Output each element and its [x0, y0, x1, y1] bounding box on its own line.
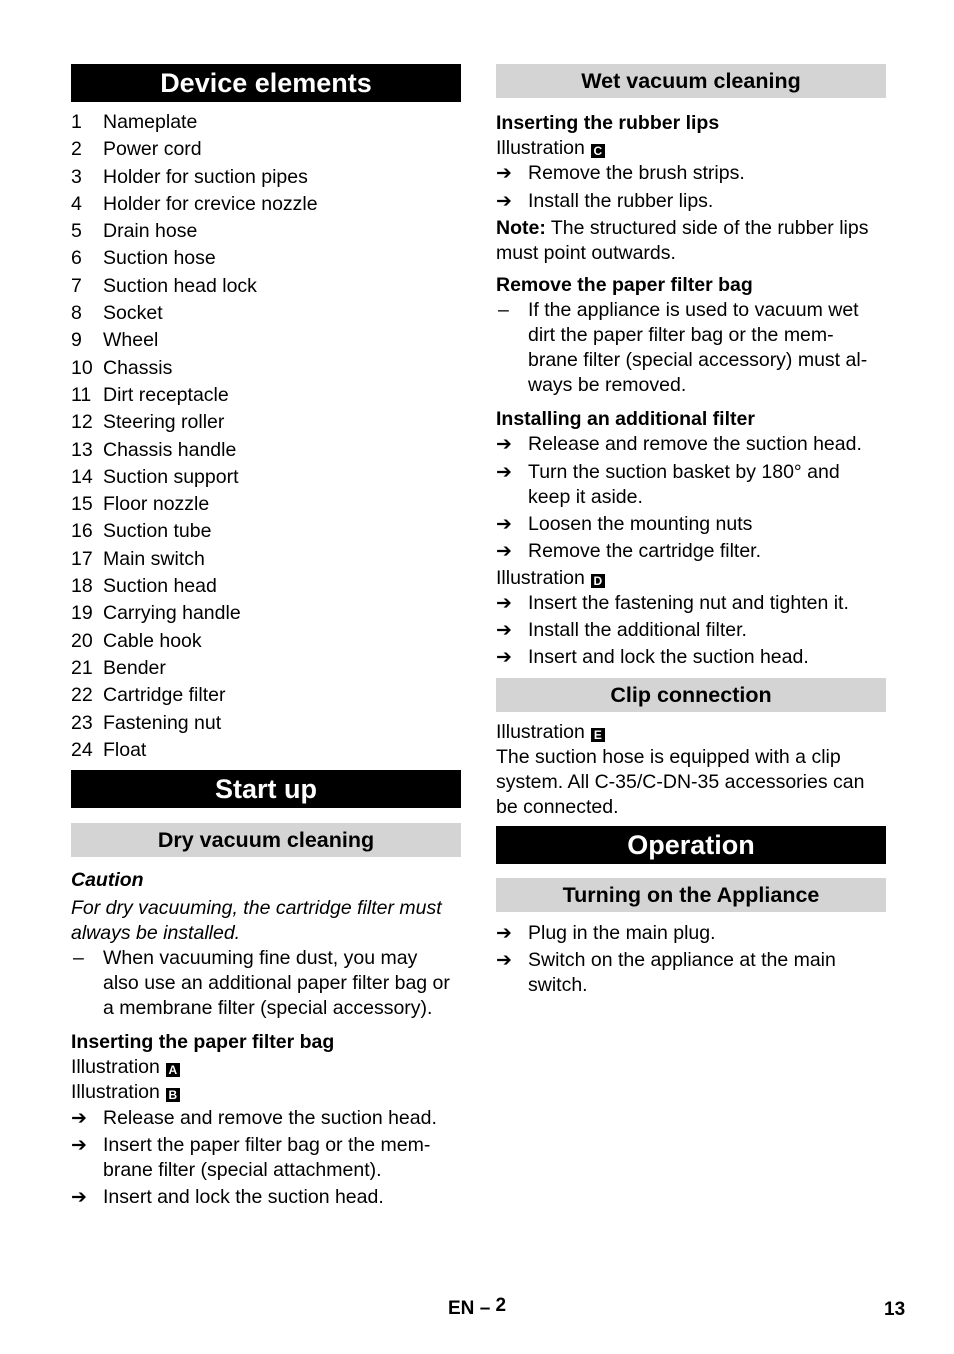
illustration-b-icon: B	[166, 1088, 180, 1102]
device-element-number: 16	[71, 520, 93, 543]
clip-section: Illustration E The suction hose is equipped with a clip system. All C-35/C-DN-35 accessories can be connected.	[496, 720, 886, 820]
step-item: ➔ Switch on the appliance at the main switch.	[496, 949, 836, 996]
device-element-number: 3	[71, 165, 82, 188]
illustration-e-icon: E	[591, 728, 605, 742]
device-element-label: Cable hook	[103, 629, 202, 652]
device-element-label: Carrying handle	[103, 602, 241, 625]
step-item: ➔ Install the additional filter.	[496, 619, 747, 641]
wet-vacuum-heading: Wet vacuum cleaning	[496, 64, 886, 98]
device-element-item	[71, 218, 461, 245]
start-up-heading: Start up	[71, 770, 461, 808]
arrow-right-icon: ➔	[496, 950, 512, 971]
device-element-number: 10	[71, 356, 93, 379]
device-element-label: Float	[103, 738, 147, 761]
step-item: ➔ Insert and lock the suction head.	[71, 1186, 384, 1209]
device-element-label: Floor nozzle	[103, 493, 210, 516]
arrow-right-icon: ➔	[496, 514, 512, 535]
arrow-right-icon: ➔	[496, 923, 512, 944]
device-element-number: 17	[71, 547, 93, 570]
page-number: 13	[884, 1299, 906, 1320]
caution-label: Caution	[71, 869, 144, 892]
footer-language: EN – 2	[448, 1295, 507, 1319]
dry-vacuum-heading: Dry vacuum cleaning	[71, 823, 461, 857]
device-element-number: 13	[71, 438, 93, 461]
device-element-label: Drain hose	[103, 220, 198, 243]
device-element-number: 6	[71, 247, 82, 270]
dash-list-item: – When vacuuming fine dust, you may also use an additional paper filter bag or a membrane filter (special accessory).	[73, 947, 450, 1020]
illustration-ref: Illustration D	[496, 566, 886, 591]
device-element-item	[71, 518, 461, 545]
device-element-label: Dirt receptacle	[103, 383, 229, 406]
step-item: ➔ Release and remove the suction head.	[496, 433, 862, 455]
remove-bag-heading: Remove the paper filter bag	[496, 274, 753, 296]
device-element-item	[71, 164, 461, 191]
illustration-ref: Illustration C	[496, 136, 886, 161]
device-element-item	[71, 710, 461, 737]
device-element-number: 19	[71, 602, 93, 625]
device-element-item	[71, 409, 461, 436]
dash-marker: –	[498, 299, 509, 321]
device-element-number: 23	[71, 711, 93, 734]
device-element-item	[71, 273, 461, 300]
device-element-label: Chassis handle	[103, 438, 237, 461]
device-element-number: 2	[71, 138, 82, 161]
device-element-item	[71, 464, 461, 491]
device-element-label: Holder for suction pipes	[103, 165, 308, 188]
turning-on-section	[496, 921, 886, 998]
device-element-number: 22	[71, 684, 93, 707]
device-element-item	[71, 327, 461, 354]
arrow-right-icon: ➔	[496, 191, 512, 212]
device-element-number: 5	[71, 220, 82, 243]
step-item: ➔ Insert and lock the suction head.	[496, 646, 809, 668]
step-item: ➔ Remove the cartridge filter.	[496, 540, 762, 562]
paper-bag-heading: Inserting the paper filter bag	[71, 1031, 335, 1054]
device-element-label: Cartridge filter	[103, 684, 226, 707]
device-element-item	[71, 737, 461, 764]
arrow-right-icon: ➔	[496, 593, 512, 614]
device-element-item	[71, 355, 461, 382]
device-element-number: 18	[71, 575, 93, 598]
illustration-d-icon: D	[591, 574, 605, 588]
additional-filter-section	[496, 407, 886, 670]
device-element-number: 12	[71, 411, 93, 434]
device-element-number: 9	[71, 329, 82, 352]
device-element-item	[71, 109, 461, 136]
step-item: ➔ Insert the fastening nut and tighten it.	[496, 592, 849, 614]
device-element-label: Power cord	[103, 138, 202, 161]
device-element-number: 20	[71, 629, 93, 652]
caution-text-line: always be installed.	[71, 922, 241, 945]
device-element-item	[71, 437, 461, 464]
arrow-right-icon: ➔	[496, 434, 512, 455]
illustration-ref: Illustration A	[71, 1055, 461, 1080]
note-text: Note: The structured side of the rubber lips	[496, 217, 869, 239]
device-element-item	[71, 300, 461, 327]
device-element-item	[71, 546, 461, 573]
arrow-right-icon: ➔	[496, 541, 512, 562]
remove-bag-section	[496, 273, 886, 398]
dash-marker: –	[73, 947, 84, 970]
step-item: ➔ Plug in the main plug.	[496, 922, 716, 944]
device-element-number: 11	[71, 383, 92, 406]
device-element-item	[71, 655, 461, 682]
device-element-item	[71, 191, 461, 218]
step-item: ➔ Loosen the mounting nuts	[496, 513, 753, 535]
device-element-item	[71, 628, 461, 655]
device-element-label: Bender	[103, 656, 166, 679]
rubber-lips-section	[496, 111, 886, 266]
device-element-label: Suction tube	[103, 520, 212, 543]
device-element-label: Main switch	[103, 547, 205, 570]
right-column	[496, 64, 886, 998]
device-element-label: Socket	[103, 302, 163, 325]
additional-filter-heading: Installing an additional filter	[496, 408, 755, 430]
caution-text-line: For dry vacuuming, the cartridge filter must	[71, 897, 442, 920]
paper-bag-section	[71, 1030, 461, 1210]
dash-list-item: – If the appliance is used to vacuum wet dirt the paper filter bag or the mem- brane filter (special accessory) must al- ways be removed.	[498, 299, 868, 396]
device-element-label: Holder for crevice nozzle	[103, 192, 318, 215]
illustration-a-icon: A	[166, 1063, 180, 1077]
device-element-item	[71, 382, 461, 409]
illustration-ref: Illustration E	[496, 720, 886, 745]
arrow-right-icon: ➔	[496, 462, 512, 483]
device-element-label: Suction head	[103, 575, 217, 598]
arrow-right-icon: ➔	[71, 1135, 87, 1157]
device-element-item	[71, 573, 461, 600]
step-item: ➔ Turn the suction basket by 180° and keep it aside.	[496, 461, 840, 508]
device-element-item	[71, 136, 461, 163]
rubber-lips-heading: Inserting the rubber lips	[496, 112, 720, 134]
device-elements-heading: Device elements	[71, 64, 461, 102]
device-element-number: 8	[71, 302, 82, 325]
device-element-label: Wheel	[103, 329, 159, 352]
note-text: must point outwards.	[496, 242, 676, 264]
arrow-right-icon: ➔	[71, 1187, 87, 1209]
device-element-label: Steering roller	[103, 411, 225, 434]
arrow-right-icon: ➔	[496, 647, 512, 668]
left-column	[71, 64, 461, 1210]
arrow-right-icon: ➔	[496, 163, 512, 184]
operation-heading: Operation	[496, 826, 886, 864]
device-element-number: 7	[71, 274, 82, 297]
device-element-number: 15	[71, 493, 93, 516]
illustration-ref: Illustration B	[71, 1080, 461, 1105]
device-element-number: 24	[71, 738, 93, 761]
clip-connection-heading: Clip connection	[496, 678, 886, 712]
illustration-c-icon: C	[591, 144, 605, 158]
step-item: ➔ Insert the paper filter bag or the mem- brane filter (special attachment).	[71, 1134, 431, 1182]
device-element-label: Nameplate	[103, 111, 198, 133]
device-element-number: 4	[71, 192, 82, 215]
device-element-number: 14	[71, 465, 93, 488]
device-element-item	[71, 245, 461, 272]
device-element-label: Suction support	[103, 465, 239, 488]
step-item: ➔ Install the rubber lips.	[496, 190, 714, 212]
device-element-label: Suction hose	[103, 247, 216, 270]
device-element-label: Chassis	[103, 356, 173, 379]
step-item: ➔ Release and remove the suction head.	[71, 1107, 437, 1130]
device-element-label: Fastening nut	[103, 711, 222, 734]
device-element-number: 21	[71, 656, 93, 679]
turning-on-heading: Turning on the Appliance	[496, 878, 886, 912]
device-element-label: Suction head lock	[103, 274, 257, 297]
device-elements-list	[71, 109, 461, 764]
step-item: ➔ Remove the brush strips.	[496, 162, 745, 184]
device-element-item	[71, 682, 461, 709]
device-element-number: 1	[71, 111, 82, 133]
device-element-item	[71, 491, 461, 518]
arrow-right-icon: ➔	[496, 620, 512, 641]
caution-block	[71, 868, 461, 1021]
arrow-right-icon: ➔	[71, 1108, 87, 1130]
device-element-item	[71, 600, 461, 627]
